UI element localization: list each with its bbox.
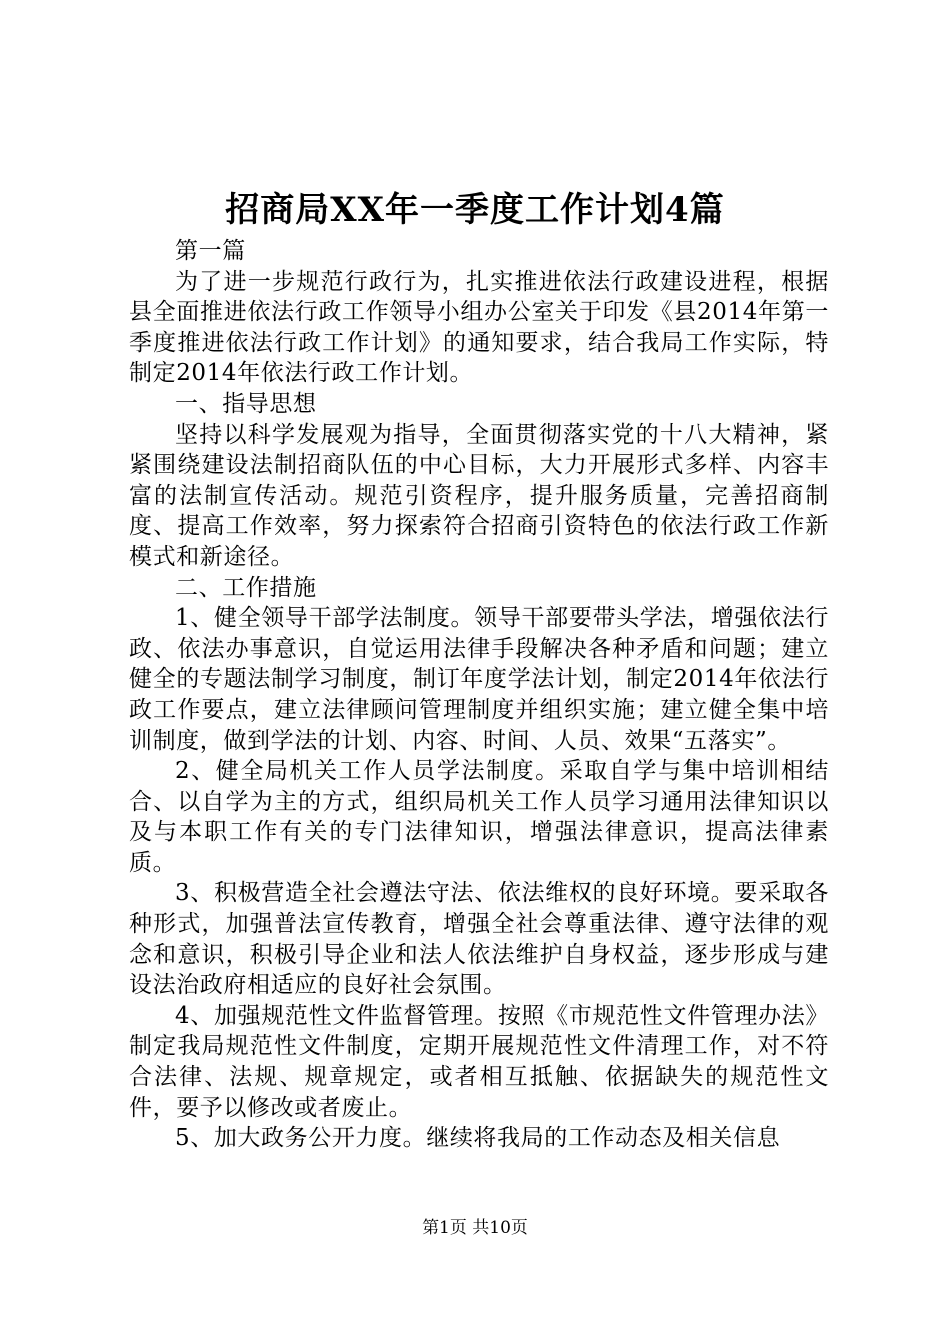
section-heading-measures: 二、工作措施 [175,574,317,601]
measure-paragraph-5: 5、加大政务公开力度。继续将我局的工作动态及相关信息 [175,1125,781,1152]
measure-paragraph-4: 4、加强规范性文件监督管理。按照《市规范性文件管理办法》制定我局规范性文件制度，定期开展规范性文件清理工作，对不符合法律、法规、规章规定，或者相互抵触、依据缺失的规范性文件，要予以修改或者废止。 [129,1002,829,1121]
guiding-ideology-paragraph: 坚持以科学发展观为指导，全面贯彻落实党的十八大精神，紧紧围绕建设法制招商队伍的中心目标，大力开展形式多样、内容丰富的法制宣传活动。规范引资程序，提升服务质量，完善招商制度、提高工作效率，努力探索符合招商引资特色的依法行政工作新模式和新途径。 [129,421,829,570]
page-footer: 第1页 共10页 [422,1218,528,1238]
section-heading-guiding-ideology: 一、指导思想 [175,390,317,417]
measure-paragraph-3: 3、积极营造全社会遵法守法、依法维权的良好环境。要采取各种形式，加强普法宣传教育，增强全社会尊重法律、遵守法律的观念和意识，积极引导企业和法人依法维护自身权益，逐步形成与建设法治政府相适应的良好社会氛围。 [129,880,829,999]
document-title: 招商局XX年一季度工作计划4篇 [225,190,725,230]
section-heading-part-one: 第一篇 [175,238,246,264]
intro-paragraph: 为了进一步规范行政行为，扎实推进依法行政建设进程，根据县全面推进依法行政工作领导小组办公室关于印发《县2014年第一季度推进依法行政工作计划》的通知要求，结合我局工作实际，特制定2014年依法行政工作计划。 [129,268,829,387]
measure-paragraph-1: 1、健全领导干部学法制度。领导干部要带头学法，增强依法行政、依法办事意识，自觉运用法律手段解决各种矛盾和问题；建立健全的专题法制学习制度，制订年度学法计划，制定2014年依法行政工作要点，建立法律顾问管理制度并组织实施；建立健全集中培训制度，做到学法的计划、内容、时间、人员、效果“五落实”。 [129,605,829,754]
measure-paragraph-2: 2、健全局机关工作人员学法制度。采取自学与集中培训相结合、以自学为主的方式，组织局机关工作人员学习通用法律知识以及与本职工作有关的专门法律知识，增强法律意识，提高法律素质。 [129,758,829,876]
document-body [129,236,829,1154]
